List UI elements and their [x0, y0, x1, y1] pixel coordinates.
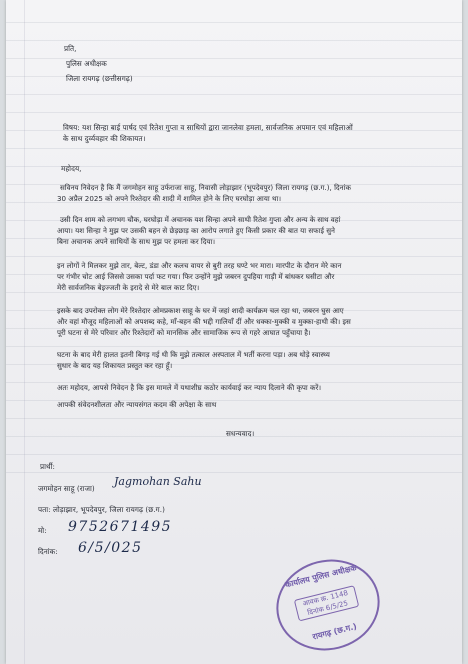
stamp-top-text: कार्यालय पुलिस अधीक्षक [284, 563, 358, 590]
para-2-line-1: उसी दिन शाम को लगभग चौक, घरघोड़ा में अचानक यश सिन्हा अपने साथी रितेश गुप्ता और अन्य के साथ वहां [60, 215, 341, 224]
para-2-line-2: आया। यश सिन्हा ने मुझ पर उसकी बहन से छेड़छाड़ का आरोप लगाते हुए किसी प्रकार की बात या सफाई सुने [57, 226, 335, 235]
para-3-line-2: पर गंभीर चोट आई जिससे उसका पर्दा फट गया। फिर उन्होंने मुझे जबरन दुपहिया गाड़ी में बांधकर घसीटा और [57, 272, 335, 281]
mobile-value: 9752671495 [68, 519, 173, 535]
recipient-line-3: जिला रायगढ़ (छत्तीसगढ़) [66, 74, 133, 83]
date-value: 6/5/025 [78, 540, 143, 556]
applicant-signature: Jagmohan Sahu [114, 475, 202, 488]
applicant-label: प्रार्थी: [40, 462, 55, 471]
para-4-line-1: इसके बाद उपरोक्त लोग मेरे रिश्तेदार ओमप्रकाश साहू के घर में जहां शादी कार्यक्रम चल रहा था, जबरन घुस आए [57, 306, 344, 315]
closing: सधन्यवाद। [226, 429, 255, 438]
letter-page [6, 0, 462, 664]
para-4-line-3: पूरी घटना से मेरे परिवार और रिश्तेदारों को मानसिक और सामाजिक रूप से गहरे आघात पहुँचाया है। [57, 328, 311, 337]
mobile-label: मो: [38, 526, 47, 535]
para-5-line-2: सुधार के बाद यह शिकायत प्रस्तुत कर रहा हूँ। [57, 361, 173, 370]
para-1-line-1: सविनय निवेदन है कि मैं जगमोहन साहू उर्फराजा साहू, निवासी लोड़ाझार (भूपदेवपुर) जिला रायगढ़ (छ.ग.), दिनांक [60, 183, 351, 192]
office-stamp [267, 549, 390, 661]
para-1-line-2: 30 अप्रैल 2025 को अपने रिश्तेदार की शादी में शामिल होने के लिए घरघोड़ा आया था। [57, 194, 282, 203]
para-5-line-1: घटना के बाद मेरी हालत इतनी बिगड़ गई थी कि मुझे तत्काल अस्पताल में भर्ती करना पड़ा। अब थोड़े स्वास्थ्य [57, 350, 330, 359]
para-4-line-2: और वहां मौजूद महिलाओं को अपशब्द कहे, माँ-बहन की भद्दी गालियाँ दीं और धक्का-मुक्की व मुक्का-हाथी की। इस [57, 317, 351, 326]
recipient-line-2: पुलिस अधीक्षक [66, 59, 107, 68]
margin-line [24, 0, 25, 664]
subject-line-2: के साथ दुर्व्यवहार की शिकायत। [63, 134, 146, 143]
applicant-address: पता: लोड़ाझार, भूपदेवपुर, जिला रायगढ़ (छ.ग.) [38, 505, 165, 514]
applicant-name: जगमोहन साहू (राजा) [38, 484, 95, 493]
subject-line-1: विषय: यश सिन्हा बाई पार्षद एवं रितेश गुप्ता व साथियों द्वारा जानलेवा हमला, सार्वजनिक अपमान एवं महिलाओं [63, 123, 353, 132]
para-2-line-3: बिना अचानक अपने साथियों के साथ मुझ पर हमला कर दिया। [57, 237, 216, 246]
date-label: दिनांक: [38, 547, 58, 556]
para-6-line-1: अतः महोदय, आपसे निवेदन है कि इस मामले में यथाशीघ्र कठोर कार्यवाई कर न्याय दिलाने की कृपा करें। [57, 383, 322, 392]
salutation: महोदय, [61, 164, 82, 173]
stamp-bottom-text: रायगढ़ (छ.ग.) [311, 621, 358, 642]
para-7-line-1: आपकी संवेदनशीलता और न्यायसंगत कदम की अपेक्षा के साथ [57, 400, 217, 409]
stamp-middle-text: आवक क्र. 1148 दिनांक 6/5/25 [294, 585, 359, 621]
recipient-line-1: प्रति, [64, 44, 77, 53]
para-3-line-1: इन लोगों ने मिलकर मुझे तार, बेल्ट, डंडा और कलच वायर से बुरी तरह घण्टे भर मारा। मारपीट के दौरान मेरे कान [57, 261, 342, 270]
para-3-line-3: मेरी सार्वजनिक बेइज्जती के इरादे से मेरे बाल काट दिए। [57, 283, 200, 292]
